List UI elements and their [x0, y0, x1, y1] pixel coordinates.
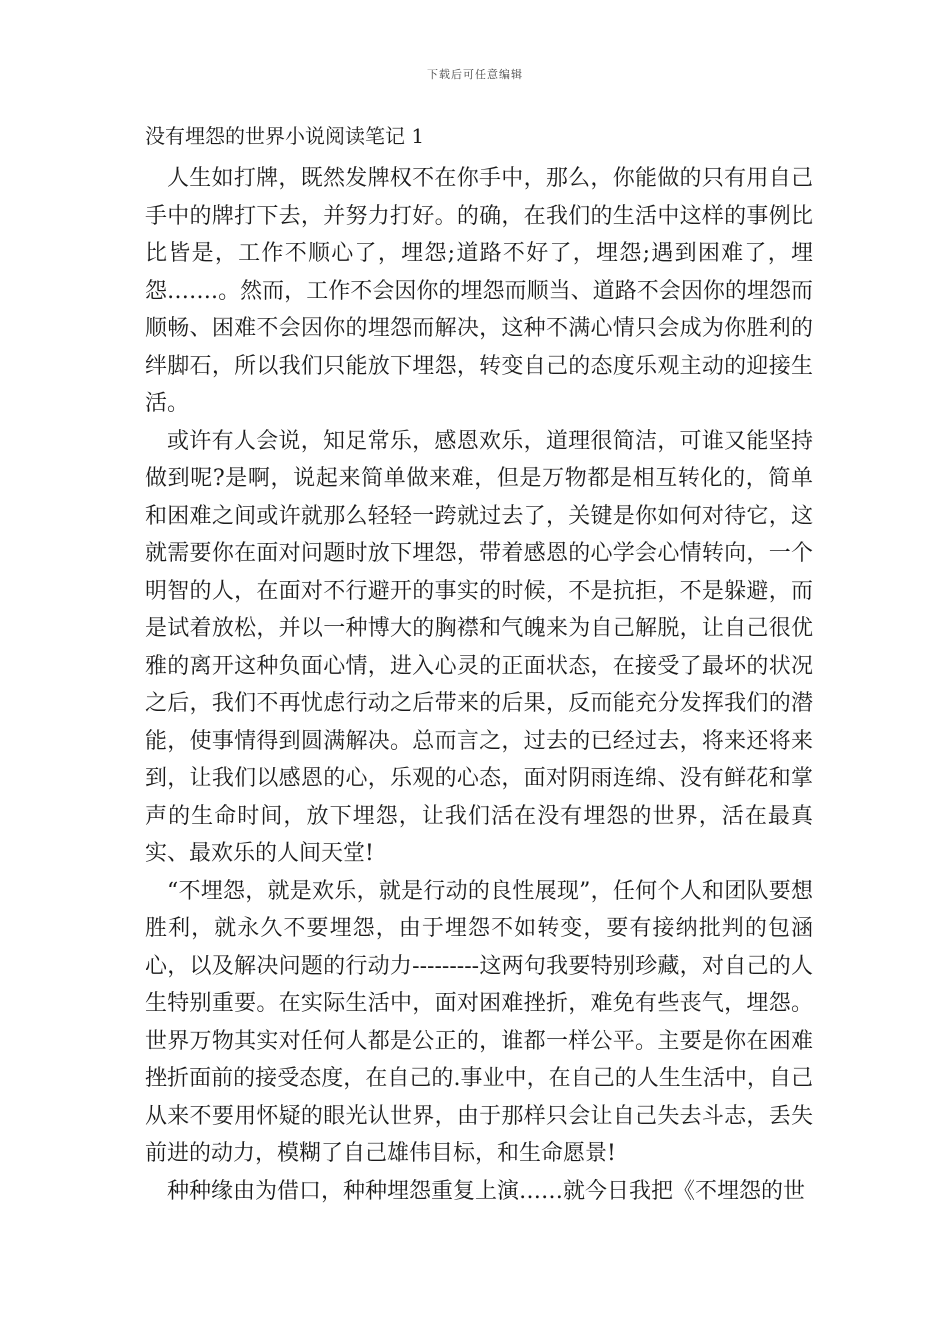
document-title: 没有埋怨的世界小说阅读笔记 1	[145, 124, 425, 148]
paragraph-3: “不埋怨，就是欢乐，就是行动的良性展现”，任何个人和团队要想胜利，就永久不要埋怨，由于埋怨不如转变，要有接纳批判的包涵心，以及解决问题的行动力---------这两句我要特别珍藏，对自己的人生特别重要。在实际生活中，面对困难挫折，难免有些丧气，埋怨。世界万物其实对任何人都是公正的，谁都一样公平。主要是你在困难挫折面前的接受态度，在自己的.事业中，在自己的人生生活中，自己从来不要用怀疑的眼光认世界，由于那样只会让自己失去斗志，丢失前进的动力，模糊了自己雄伟目标，和生命愿景!	[145, 878, 813, 1166]
paragraph-4: 种种缘由为借口，种种埋怨重复上演……就今日我把《不埋怨的世	[167, 1178, 806, 1204]
document-body	[145, 160, 813, 1210]
paragraph-1: 人生如打牌，既然发牌权不在你手中，那么，你能做的只有用自己手中的牌打下去，并努力打好。的确，在我们的生活中这样的事例比比皆是，工作不顺心了，埋怨;道路不好了，埋怨;遇到困难了，埋怨…….。然而，工作不会因你的埋怨而顺当、道路不会因你的埋怨而顺畅、困难不会因你的埋怨而解决，这种不满心情只会成为你胜利的绊脚石，所以我们只能放下埋怨，转变自己的态度乐观主动的迎接生活。	[145, 166, 813, 416]
paragraph-2: 或许有人会说，知足常乐，感恩欢乐，道理很简洁，可谁又能坚持做到呢?是啊，说起来简单做来难，但是万物都是相互转化的，简单和困难之间或许就那么轻轻一跨就过去了，关键是你如何对待它，这就需要你在面对问题时放下埋怨，带着感恩的心学会心情转向，一个明智的人，在面对不行避开的事实的时候，不是抗拒，不是躲避，而是试着放松，并以一种博大的胸襟和气魄来为自己解脱，让自己很优雅的离开这种负面心情，进入心灵的正面状态，在接受了最坏的状况之后，我们不再忧虑行动之后带来的后果，反而能充分发挥我们的潜能，使事情得到圆满解决。总而言之，过去的已经过去，将来还将来到，让我们以感恩的心，乐观的心态，面对阴雨连绵、没有鲜花和掌声的生命时间，放下埋怨，让我们活在没有埋怨的世界，活在最真实、最欢乐的人间天堂!	[145, 428, 813, 866]
page-header: 下载后可任意编辑	[427, 68, 523, 81]
